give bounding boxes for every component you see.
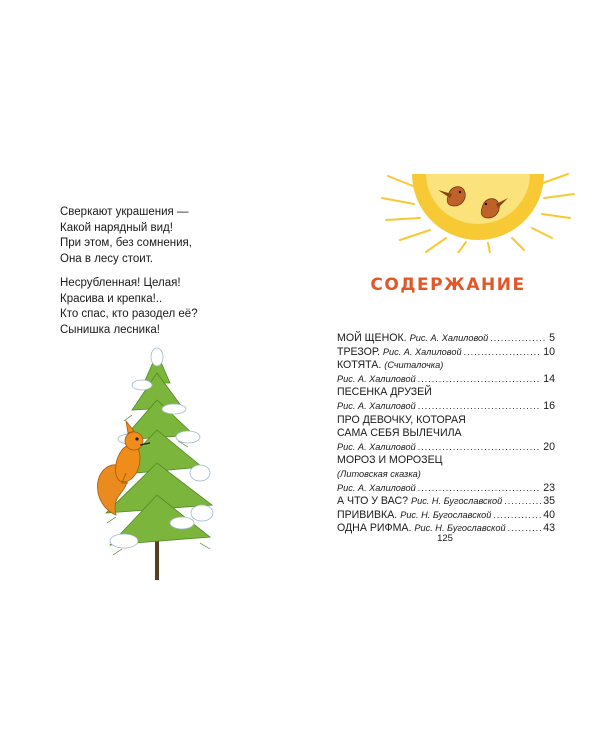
toc-entry-subtitle: (Считалочка) (384, 360, 444, 371)
toc-entry-page: 10 (543, 345, 555, 358)
poem-line: При этом, без сомнения, (60, 237, 192, 249)
poem-stanza-2 (60, 276, 290, 338)
poem-line: Кто спас, кто разодел её? (60, 308, 198, 320)
toc-entry-credit: Рис. А. Халиловой (337, 400, 416, 411)
poem-line: Сверкают украшения — (60, 206, 189, 218)
toc-entry-page: 16 (543, 399, 555, 412)
toc-entry-page: 35 (543, 495, 555, 508)
toc-entry-credit: Рис. А. Халиловой (382, 346, 462, 357)
toc-entry-page: 43 (543, 522, 555, 535)
leader-dots (493, 509, 541, 523)
toc-entry-page: 5 (549, 332, 555, 344)
toc-entry-credit: Рис. Н. Бугославской (400, 509, 492, 520)
leader-dots (464, 346, 542, 360)
leader-dots (418, 373, 542, 387)
toc-entry-title: ОДНА РИФМА. (337, 522, 412, 535)
leader-dots (490, 332, 547, 346)
toc-entry-title: МОРОЗ И МОРОЗЕЦ (337, 454, 443, 467)
toc-entry-title: МОЙ ЩЕНОК. (337, 332, 407, 344)
toc-entry (337, 482, 555, 496)
toc-entry-title: КОТЯТА. (337, 359, 382, 372)
toc-entry-title: А ЧТО У ВАС? (337, 495, 409, 508)
toc-entry-page: 23 (543, 481, 555, 494)
poem-line: Она в лесу стоит. (60, 252, 153, 265)
leader-dots (508, 522, 542, 536)
poem-line: Какой нарядный вид! (60, 221, 173, 234)
toc-entry-credit: Рис. А. Халиловой (337, 441, 416, 452)
poem-stanza-1 (60, 205, 290, 267)
toc-entry-title: ТРЕЗОР. (337, 345, 380, 358)
toc-entry (337, 373, 555, 387)
toc-entry (337, 400, 555, 414)
leader-dots (418, 482, 542, 496)
toc-entry (337, 441, 555, 455)
poem-line: Сынишка лесника! (60, 323, 160, 336)
toc-entry-title-continued: САМА СЕБЯ ВЫЛЕЧИЛА (337, 427, 462, 440)
sun-with-birds-illustration (378, 168, 578, 253)
toc-entry-credit: Рис. А. Халиловой (337, 482, 416, 493)
poem-line: Несрубленная! Целая! (60, 277, 181, 289)
toc-entry-subtitle: (Литовская сказка) (337, 468, 421, 479)
toc-entry-credit: Рис. А. Халиловой (409, 333, 489, 343)
toc-entry-page: 40 (543, 508, 555, 521)
toc-entry (337, 332, 555, 346)
poem-line: Красива и крепка!.. (60, 292, 163, 305)
page-number: 125 (437, 533, 453, 544)
toc-entry (337, 495, 555, 509)
toc-entry-title: ПЕСЕНКА ДРУЗЕЙ (337, 386, 432, 399)
poem (60, 205, 290, 347)
toc-entry-credit: Рис. А. Халиловой (337, 373, 416, 384)
toc-entry-title: ПРИВИВКА. (337, 508, 398, 521)
fir-tree-squirrel-illustration (82, 345, 232, 580)
toc-entry (337, 509, 555, 523)
contents-heading: СОДЕРЖАНИЕ (370, 275, 526, 295)
table-of-contents (337, 332, 555, 536)
toc-entry-credit: Рис. Н. Бугославской (414, 523, 506, 534)
toc-entry-credit: Рис. Н. Бугославской (410, 496, 503, 507)
toc-entry-title-line (337, 359, 555, 373)
toc-entry-page: 14 (543, 372, 555, 385)
toc-entry-title: ПРО ДЕВОЧКУ, КОТОРАЯ (337, 413, 466, 426)
leader-dots (418, 400, 542, 414)
toc-entry (337, 346, 555, 360)
leader-dots (504, 495, 541, 509)
toc-entry-page: 20 (543, 440, 555, 453)
leader-dots (418, 441, 542, 455)
